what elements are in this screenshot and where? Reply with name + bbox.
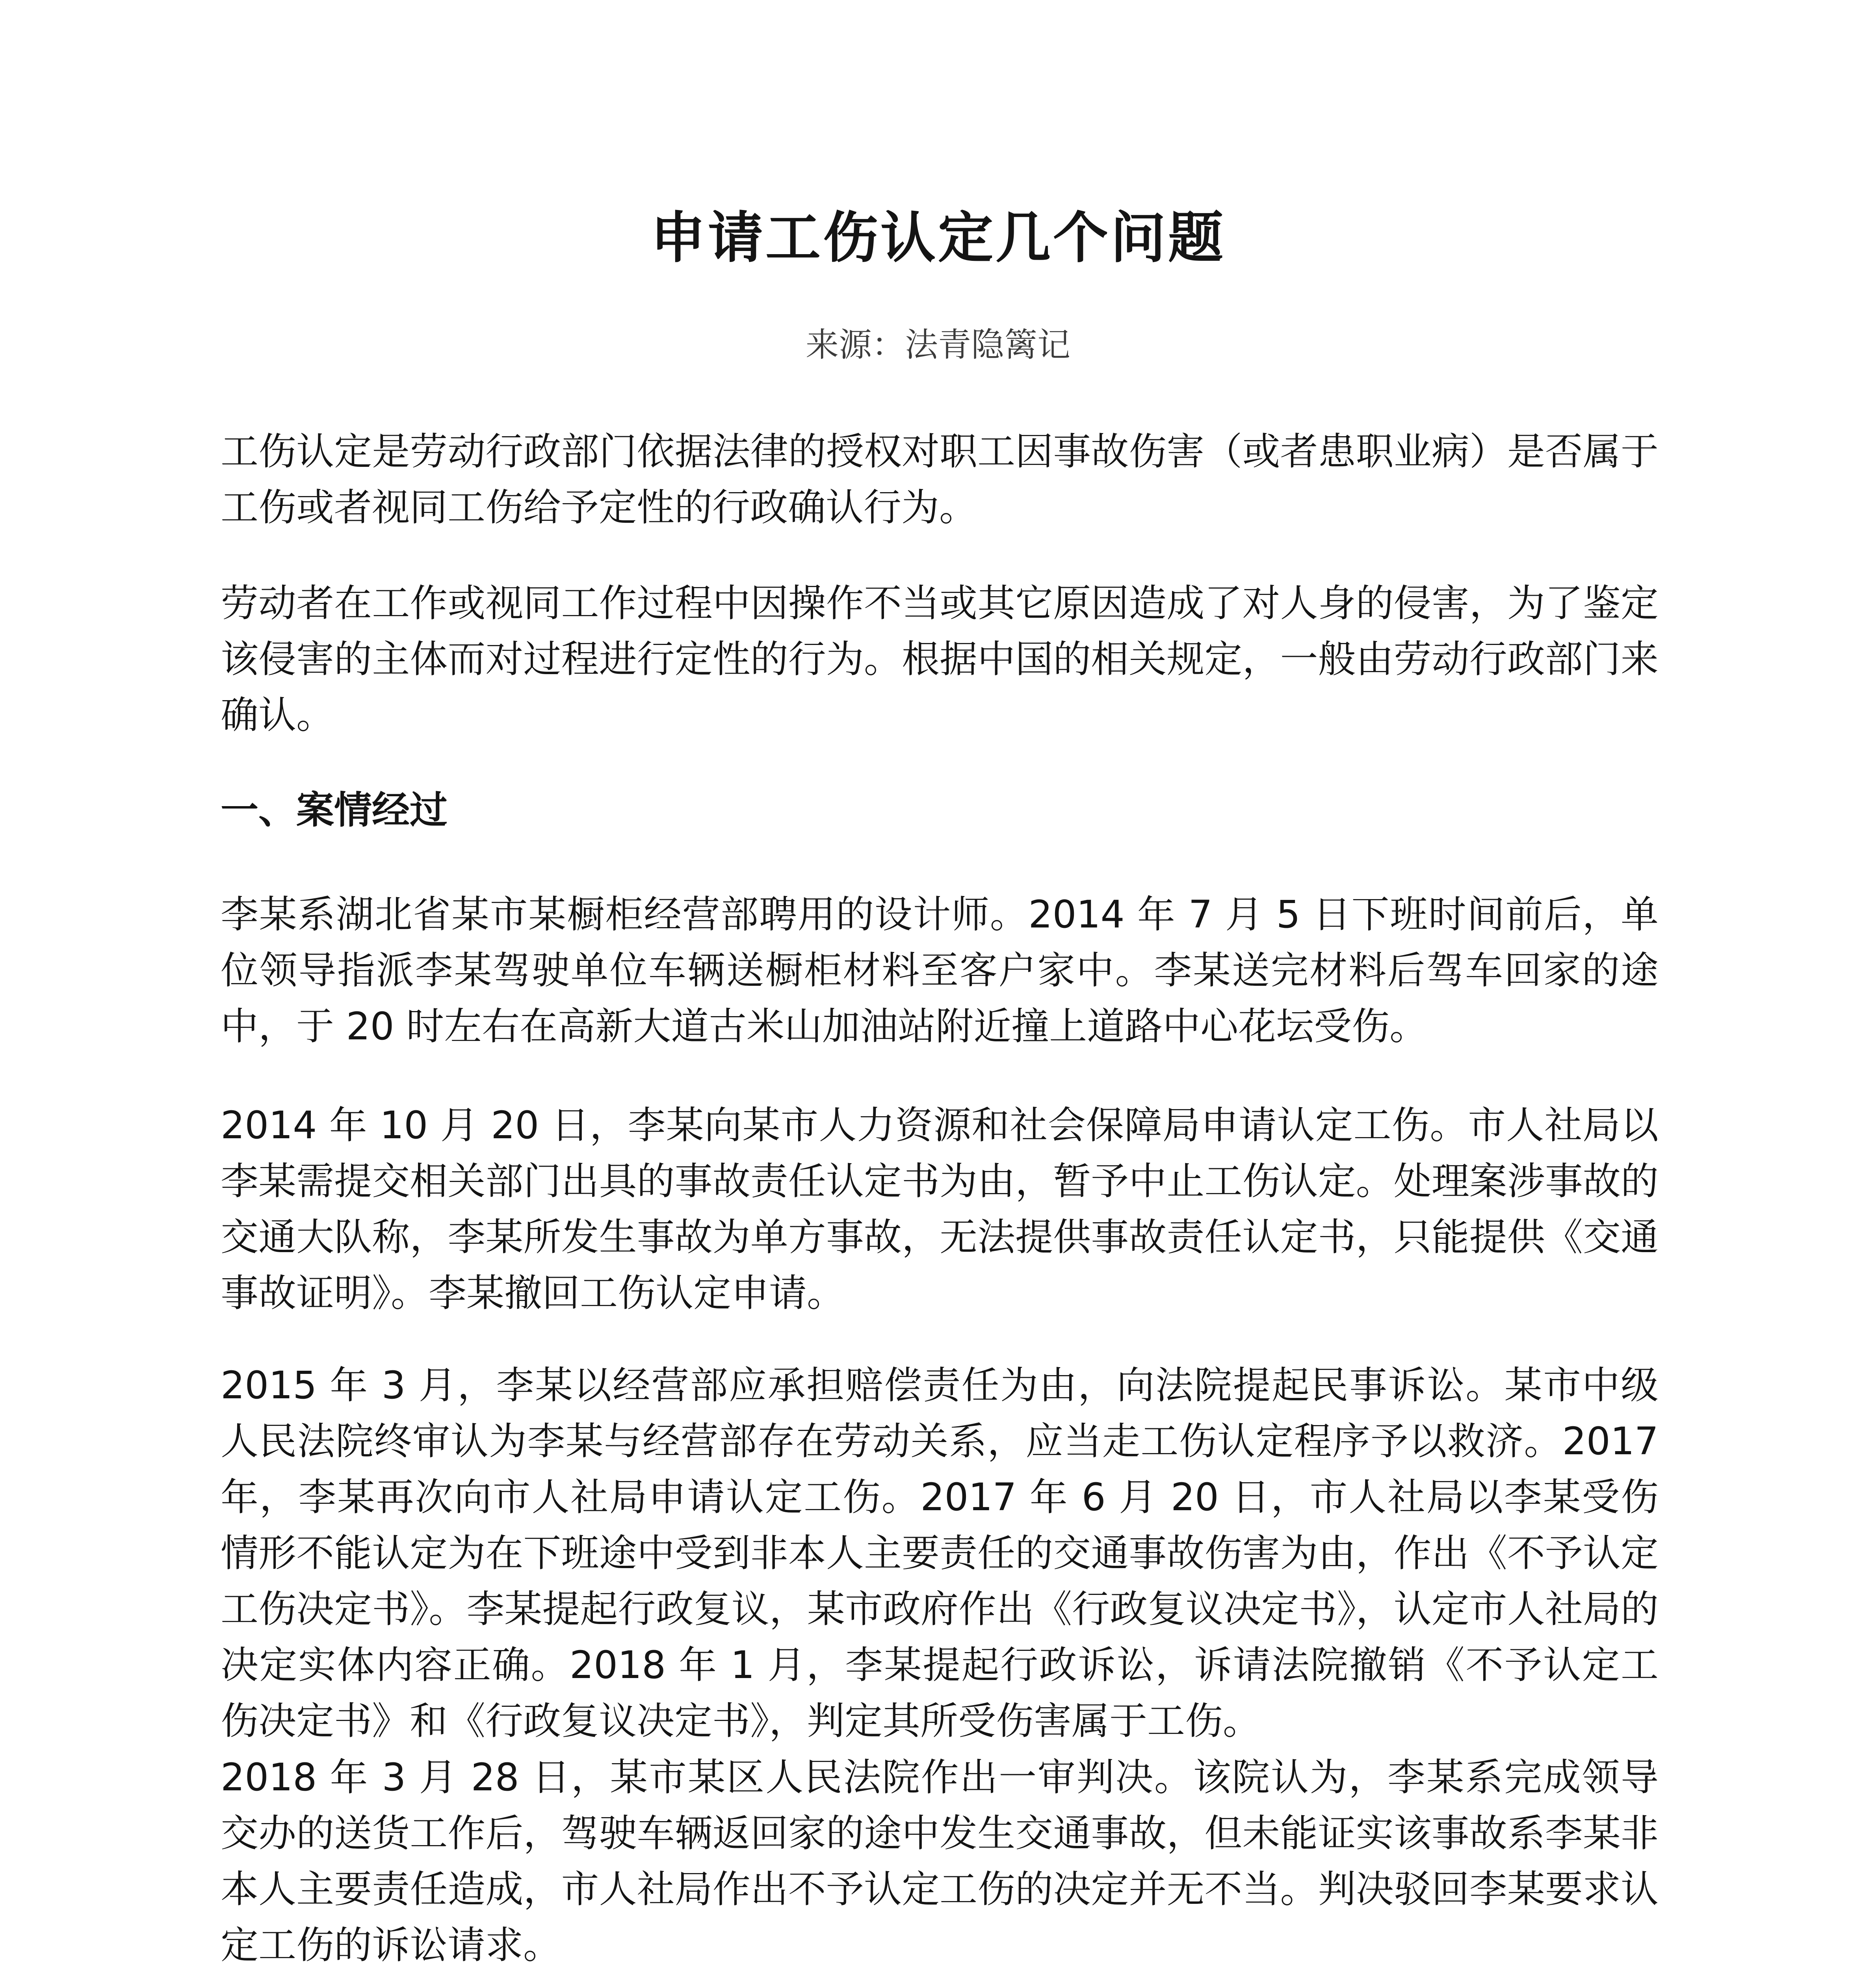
source-line: 来源：法青隐篱记: [805, 325, 1070, 364]
section-heading-case: 一、案情经过: [221, 788, 448, 832]
intro-paragraph-2: 劳动者在工作或视同工作过程中因操作不当或其它原因造成了对人身的侵害，为了鉴定该侵害的主体而对过程进行定性的行为。根据中国的相关规定，一般由劳动行政部门来确认。: [221, 581, 1659, 737]
intro-paragraph-1: 工伤认定是劳动行政部门依据法律的授权对职工因事故伤害（或者患职业病）是否属于工伤或者视同工伤给予定性的行政确认行为。: [221, 429, 1659, 530]
case-paragraph-2: 2014 年 10 月 20 日，李某向某市人力资源和社会保障局申请认定工伤。市人社局以李某需提交相关部门出具的事故责任认定书为由，暂予中止工伤认定。处理案涉事故的交通大队称，李某所发生事故为单方事故，无法提供事故责任认定书，只能提供《交通事故证明》。李某撤回工伤认定申请。: [221, 1103, 1659, 1315]
case-paragraph-4: 2018 年 3 月 28 日，某市某区人民法院作出一审判决。该院认为，李某系完成领导交办的送货工作后，驾驶车辆返回家的途中发生交通事故，但未能证实该事故系李某非本人主要责任造成，市人社局作出不予认定工伤的决定并无不当。判决驳回李某要求认定工伤的诉讼请求。: [221, 1755, 1659, 1967]
case-paragraph-1: 李某系湖北省某市某橱柜经营部聘用的设计师。2014 年 7 月 5 日下班时间前后，单位领导指派李某驾驶单位车辆送橱柜材料至客户家中。李某送完材料后驾车回家的途中，于 20 时左右在高新大道古米山加油站附近撞上道路中心花坛受伤。: [221, 892, 1659, 1048]
document-title: 申请工伤认定几个问题: [650, 206, 1226, 270]
case-paragraph-3: 2015 年 3 月，李某以经营部应承担赔偿责任为由，向法院提起民事诉讼。某市中级人民法院终审认为李某与经营部存在劳动关系，应当走工伤认定程序予以救济。2017 年，李某再次向市人社局申请认定工伤。2017 年 6 月 20 日，市人社局以李某受伤情形不能认定为在下班途中受到非本人主要责任的交通事故伤害为由，作出《不予认定工伤决定书》。李某提起行政复议，某市政府作出《行政复议决定书》，认定市人社局的决定实体内容正确。2018 年 1 月，李某提起行政诉讼，诉请法院撤销《不予认定工伤决定书》和《行政复议决定书》，判定其所受伤害属于工伤。: [221, 1363, 1659, 1743]
